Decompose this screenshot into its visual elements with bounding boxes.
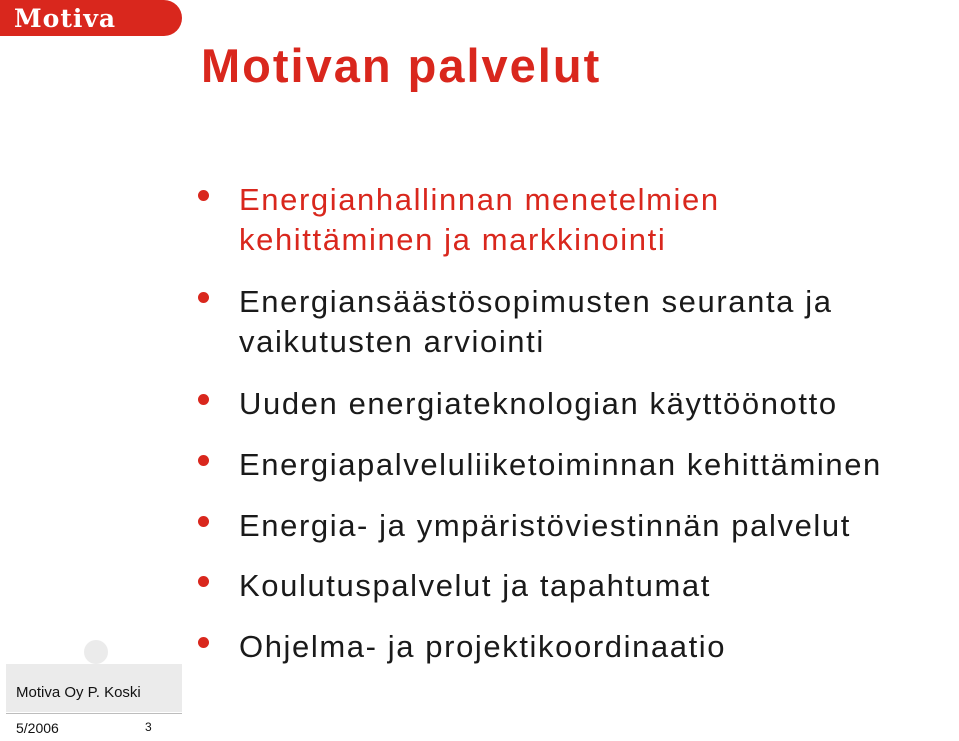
bullet-item	[198, 282, 833, 362]
bullet-dot-icon	[198, 190, 209, 201]
bullet-dot-icon	[198, 637, 209, 648]
footer-date: 5/2006	[16, 720, 59, 736]
bullet-line: Energiansäästösopimusten seuranta ja	[239, 284, 833, 319]
bullet-line: kehittäminen ja markkinointi	[239, 222, 667, 257]
decorative-circle	[84, 640, 108, 664]
bullet-line: Uuden energiateknologian käyttöönotto	[239, 386, 838, 421]
bullet-dot-icon	[198, 576, 209, 587]
bullet-item	[198, 384, 838, 424]
bullet-item	[198, 506, 851, 546]
bullet-line: Energiapalveluliiketoiminnan kehittäminen	[239, 447, 882, 482]
bullet-line: Ohjelma- ja projektikoordinaatio	[239, 629, 727, 664]
bullet-item	[198, 566, 711, 606]
bullet-item	[198, 180, 720, 260]
bullet-line: Koulutuspalvelut ja tapahtumat	[239, 568, 711, 603]
bullet-dot-icon	[198, 516, 209, 527]
motiva-logo	[0, 0, 182, 36]
bullet-dot-icon	[198, 292, 209, 303]
bullet-line: vaikutusten arviointi	[239, 324, 545, 359]
bullet-dot-icon	[198, 455, 209, 466]
bullet-item	[198, 627, 726, 667]
bullet-line: Energia- ja ympäristöviestinnän palvelut	[239, 508, 851, 543]
page-number: 3	[145, 720, 152, 734]
footer-author: Motiva Oy P. Koski	[16, 684, 141, 701]
bullet-item	[198, 445, 882, 485]
logo-text: Motiva	[14, 3, 117, 33]
slide-title: Motivan palvelut	[201, 39, 602, 92]
bullet-dot-icon	[198, 394, 209, 405]
bullet-line: Energianhallinnan menetelmien	[239, 182, 720, 217]
